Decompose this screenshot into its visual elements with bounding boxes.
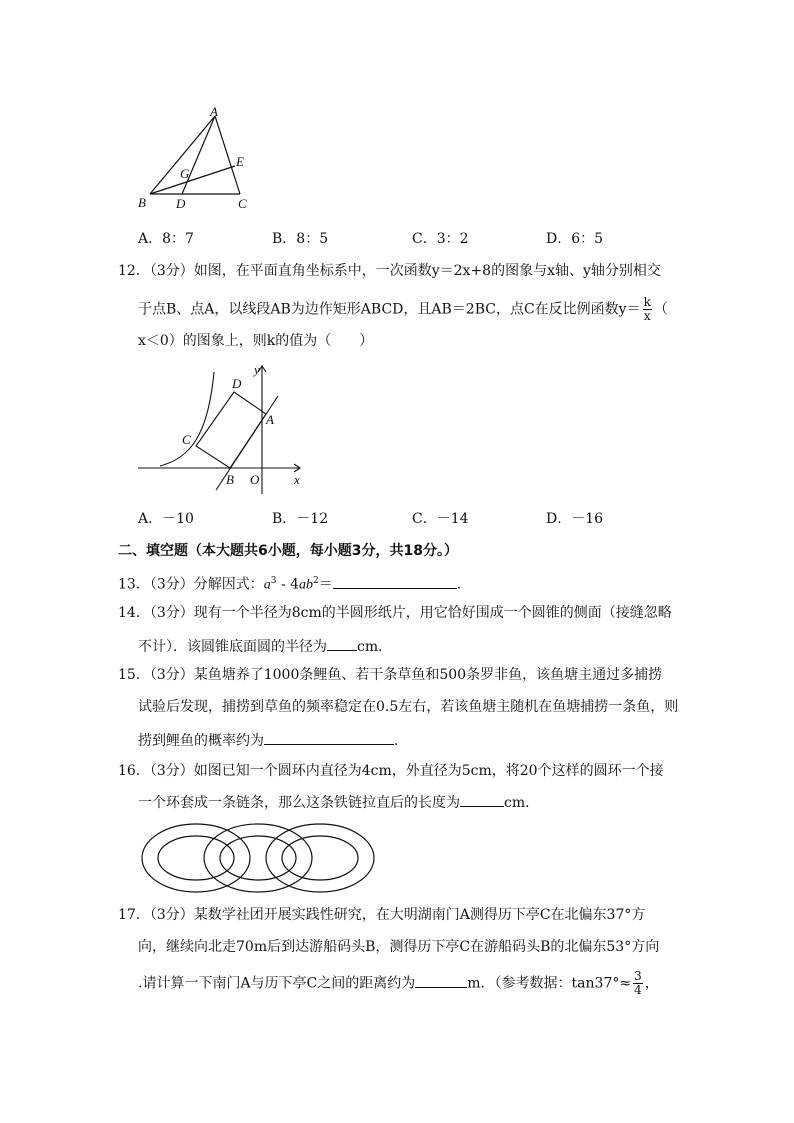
point-label-d: D	[232, 376, 242, 391]
q17-end: ，	[644, 975, 659, 992]
q15-answer-blank[interactable]	[264, 730, 394, 745]
label-e: E	[236, 154, 244, 169]
q16-unit: cm．	[504, 795, 540, 811]
q16-line-2-text: 一个环套成一条链条，那么这条铁链拉直后的长度为	[138, 795, 460, 811]
q14-line-2	[138, 636, 392, 656]
label-c: C	[238, 196, 247, 211]
q13-exp-1: 3	[270, 576, 277, 586]
q17-line-3	[138, 970, 659, 997]
q16-answer-blank[interactable]	[460, 792, 504, 807]
rings-figure	[138, 820, 378, 896]
q12-frac-den: x	[643, 309, 651, 323]
section-2-heading: 二、填空题（本大题共6小题，每小题3分，共18分。）	[118, 543, 458, 559]
q17-line-2: 向，继续向北走70m后到达游船码头B，测得历下亭C在游船码头B的北偏东53°方向	[138, 939, 660, 955]
q12-line-1: 12．（3分）如图，在平面直角坐标系中，一次函数y＝2x+8的图象与x轴、y轴分别相交	[118, 263, 661, 279]
q17-line-3-text: .请计算一下南门A与历下亭C之间的距离约为	[138, 975, 416, 992]
q14-answer-blank[interactable]	[327, 636, 357, 651]
q12-fraction	[643, 296, 652, 323]
q12-line-2	[138, 296, 668, 323]
origin-label: O	[250, 472, 260, 487]
q16-line-1: 16．（3分）如图已知一个圆环内直径为4cm，外直径为5cm，将20个这样的圆环一个接	[118, 763, 664, 779]
q12-option-d: D．－16	[546, 511, 604, 527]
q15-line-1: 15．（3分）某鱼塘养了1000条鲤鱼、若干条草鱼和500条罗非鱼，该鱼塘主通过多捕捞	[118, 667, 663, 683]
q12-option-a: A．－10	[138, 511, 194, 527]
q11-option-c: C．3：2	[412, 231, 469, 247]
axis-label-x: x	[294, 472, 300, 487]
point-label-c: C	[182, 432, 191, 447]
q12-option-c: C．－14	[412, 511, 469, 527]
q17-answer-blank[interactable]	[415, 973, 467, 988]
coordinate-figure	[130, 358, 310, 498]
q12-line-2-end: （	[653, 301, 668, 318]
q12-option-b: B．－12	[272, 511, 329, 527]
q12-line-3: x＜0）的图象上，则k的值为（ ）	[138, 333, 374, 349]
q13-exp-2: 2	[313, 576, 319, 586]
q15-end: ．	[394, 733, 408, 749]
point-label-b: B	[226, 472, 234, 487]
label-g: G	[180, 166, 190, 181]
q17-reference: m．（参考数据：tan37°≈	[467, 975, 632, 992]
q13-equals: ＝	[318, 576, 333, 593]
q16-line-2	[138, 792, 539, 812]
q15-line-3	[138, 730, 408, 750]
q13-line	[118, 572, 471, 595]
label-b: B	[138, 195, 146, 210]
q17-line-1: 17．（3分）某数学社团开展实践性研究，在大明湖南门A测得历下亭C在北偏东37°方	[118, 907, 646, 923]
q15-line-3-text: 捞到鲤鱼的概率约为	[138, 733, 264, 749]
q14-unit: cm．	[357, 639, 393, 655]
q13-end: ．	[456, 576, 471, 593]
label-d: D	[176, 196, 186, 211]
q13-var-ab: ab	[299, 577, 314, 593]
q17-frac-num: 3	[634, 969, 642, 983]
q14-line-1: 14．（3分）现有一个半径为8cm的半圆形纸片，用它恰好围成一个圆锥的侧面（接缝忽略	[118, 605, 672, 621]
axis-label-y: y	[254, 362, 260, 377]
q13-var-a: a	[263, 577, 271, 593]
q14-line-2-text: 不计）．该圆锥底面圆的半径为	[138, 639, 327, 655]
q11-option-a: A．8：7	[138, 231, 194, 247]
q12-frac-num: k	[643, 295, 651, 309]
q15-line-2: 试验后发现，捕捞到草鱼的频率稳定在0.5左右，若该鱼塘主随机在鱼塘捕捞一条鱼，则	[138, 699, 679, 715]
q17-frac-den: 4	[634, 983, 642, 997]
label-a: A	[210, 104, 218, 119]
q13-answer-blank[interactable]	[333, 574, 457, 589]
point-label-a: A	[266, 412, 274, 427]
q12-line-2-text: 于点B、点A，以线段AB为边作矩形ABCD，且AB＝2BC，点C在反比例函数y＝	[138, 301, 641, 318]
q13-prefix: 13．（3分）分解因式：	[118, 576, 264, 593]
q11-option-b: B．8：5	[272, 231, 329, 247]
q11-option-d: D．6：5	[546, 231, 604, 247]
q17-fraction	[633, 970, 643, 997]
triangle-figure	[130, 104, 260, 214]
q13-mid: - 4	[276, 576, 300, 593]
